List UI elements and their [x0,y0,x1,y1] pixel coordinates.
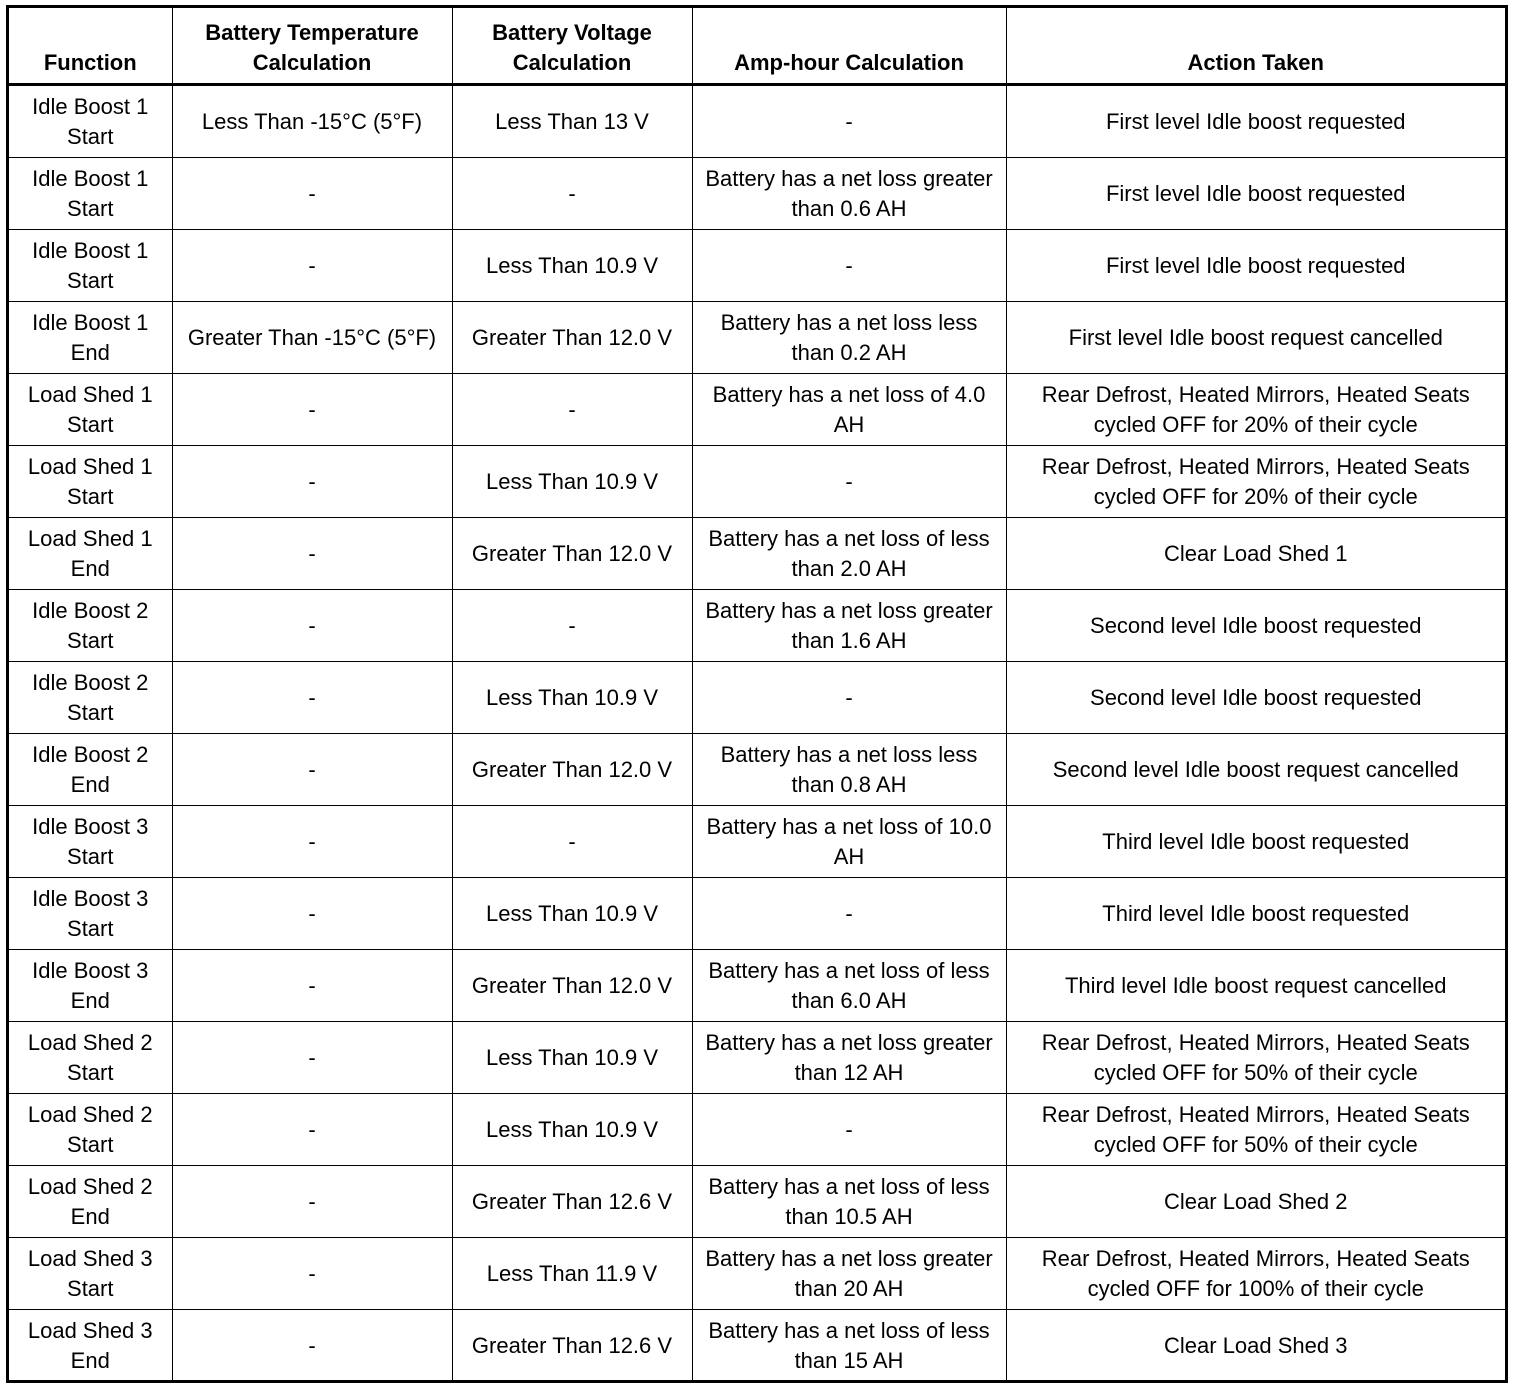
cell-battery-temperature: Less Than -15°C (5°F) [172,85,452,158]
cell-amp-hour: - [692,85,1006,158]
cell-battery-temperature: - [172,446,452,518]
cell-amp-hour: - [692,878,1006,950]
cell-battery-voltage: Greater Than 12.0 V [452,950,692,1022]
cell-function: Load Shed 3 End [9,1310,172,1382]
header-action-taken: Action Taken [1006,8,1505,85]
header-row [9,8,1505,85]
cell-action-taken: Third level Idle boost request cancelled [1006,950,1505,1022]
cell-function: Load Shed 3 Start [9,1238,172,1310]
cell-battery-temperature: - [172,1094,452,1166]
battery-management-table-container [6,5,1508,1383]
table-row [9,1166,1505,1238]
table-row [9,734,1505,806]
table-row [9,446,1505,518]
table-row [9,1310,1505,1382]
cell-amp-hour: Battery has a net loss greater than 12 AH [692,1022,1006,1094]
cell-battery-temperature: - [172,518,452,590]
cell-battery-voltage: - [452,158,692,230]
cell-battery-temperature: - [172,734,452,806]
cell-function: Idle Boost 3 End [9,950,172,1022]
cell-action-taken: First level Idle boost requested [1006,158,1505,230]
cell-battery-voltage: Greater Than 12.6 V [452,1166,692,1238]
cell-action-taken: Rear Defrost, Heated Mirrors, Heated Seats cycled OFF for 100% of their cycle [1006,1238,1505,1310]
table-row [9,1022,1505,1094]
table-row [9,158,1505,230]
cell-battery-voltage: - [452,590,692,662]
header-battery-temperature: Battery Temperature Calculation [172,8,452,85]
cell-function: Load Shed 1 Start [9,374,172,446]
table-row [9,662,1505,734]
cell-action-taken: Rear Defrost, Heated Mirrors, Heated Seats cycled OFF for 20% of their cycle [1006,446,1505,518]
cell-battery-temperature: - [172,374,452,446]
cell-function: Idle Boost 3 Start [9,806,172,878]
cell-battery-voltage: Greater Than 12.6 V [452,1310,692,1382]
cell-battery-voltage: Less Than 10.9 V [452,446,692,518]
cell-function: Idle Boost 1 Start [9,230,172,302]
cell-action-taken: Clear Load Shed 2 [1006,1166,1505,1238]
table-row [9,230,1505,302]
cell-function: Idle Boost 1 End [9,302,172,374]
header-battery-voltage: Battery Voltage Calculation [452,8,692,85]
cell-function: Load Shed 1 Start [9,446,172,518]
cell-battery-voltage: - [452,374,692,446]
cell-amp-hour: Battery has a net loss of 10.0 AH [692,806,1006,878]
cell-action-taken: First level Idle boost requested [1006,85,1505,158]
cell-battery-voltage: Less Than 10.9 V [452,1094,692,1166]
table-row [9,374,1505,446]
cell-battery-voltage: Greater Than 12.0 V [452,302,692,374]
cell-battery-voltage: Less Than 10.9 V [452,878,692,950]
table-body [9,85,1505,1382]
cell-amp-hour: Battery has a net loss greater than 20 AH [692,1238,1006,1310]
cell-function: Load Shed 2 Start [9,1022,172,1094]
cell-amp-hour: Battery has a net loss greater than 0.6 AH [692,158,1006,230]
cell-amp-hour: Battery has a net loss of less than 10.5 AH [692,1166,1006,1238]
cell-battery-temperature: - [172,1166,452,1238]
cell-battery-voltage: Less Than 10.9 V [452,1022,692,1094]
cell-amp-hour: Battery has a net loss of less than 6.0 AH [692,950,1006,1022]
cell-battery-temperature: - [172,806,452,878]
battery-management-table [9,8,1505,1381]
cell-amp-hour: Battery has a net loss less than 0.8 AH [692,734,1006,806]
cell-action-taken: Third level Idle boost requested [1006,806,1505,878]
cell-function: Load Shed 1 End [9,518,172,590]
cell-action-taken: Rear Defrost, Heated Mirrors, Heated Seats cycled OFF for 50% of their cycle [1006,1094,1505,1166]
cell-function: Idle Boost 2 Start [9,590,172,662]
table-row [9,518,1505,590]
cell-battery-temperature: - [172,590,452,662]
cell-action-taken: Third level Idle boost requested [1006,878,1505,950]
cell-action-taken: Second level Idle boost requested [1006,590,1505,662]
cell-function: Idle Boost 2 Start [9,662,172,734]
table-header [9,8,1505,85]
cell-action-taken: First level Idle boost requested [1006,230,1505,302]
cell-function: Idle Boost 2 End [9,734,172,806]
cell-amp-hour: Battery has a net loss of less than 2.0 AH [692,518,1006,590]
cell-battery-temperature: - [172,158,452,230]
cell-battery-temperature: Greater Than -15°C (5°F) [172,302,452,374]
table-row [9,878,1505,950]
cell-amp-hour: - [692,1094,1006,1166]
cell-amp-hour: Battery has a net loss greater than 1.6 AH [692,590,1006,662]
cell-amp-hour: - [692,230,1006,302]
cell-amp-hour: Battery has a net loss less than 0.2 AH [692,302,1006,374]
header-function: Function [9,8,172,85]
cell-battery-temperature: - [172,1022,452,1094]
cell-battery-voltage: Less Than 10.9 V [452,230,692,302]
cell-amp-hour: Battery has a net loss of less than 15 AH [692,1310,1006,1382]
table-row [9,302,1505,374]
cell-amp-hour: - [692,662,1006,734]
table-row [9,806,1505,878]
cell-battery-voltage: Greater Than 12.0 V [452,518,692,590]
cell-action-taken: Second level Idle boost requested [1006,662,1505,734]
header-amp-hour: Amp-hour Calculation [692,8,1006,85]
table-row [9,1238,1505,1310]
cell-battery-voltage: - [452,806,692,878]
cell-battery-temperature: - [172,1310,452,1382]
cell-battery-voltage: Less Than 13 V [452,85,692,158]
table-row [9,590,1505,662]
cell-battery-temperature: - [172,230,452,302]
cell-function: Load Shed 2 Start [9,1094,172,1166]
table-row [9,950,1505,1022]
cell-action-taken: Second level Idle boost request cancelled [1006,734,1505,806]
cell-function: Load Shed 2 End [9,1166,172,1238]
cell-action-taken: Clear Load Shed 3 [1006,1310,1505,1382]
cell-battery-temperature: - [172,878,452,950]
cell-battery-temperature: - [172,950,452,1022]
cell-battery-temperature: - [172,662,452,734]
cell-function: Idle Boost 3 Start [9,878,172,950]
cell-function: Idle Boost 1 Start [9,85,172,158]
cell-action-taken: Rear Defrost, Heated Mirrors, Heated Seats cycled OFF for 50% of their cycle [1006,1022,1505,1094]
cell-action-taken: First level Idle boost request cancelled [1006,302,1505,374]
cell-amp-hour: - [692,446,1006,518]
cell-action-taken: Clear Load Shed 1 [1006,518,1505,590]
cell-battery-voltage: Greater Than 12.0 V [452,734,692,806]
cell-battery-temperature: - [172,1238,452,1310]
cell-amp-hour: Battery has a net loss of 4.0 AH [692,374,1006,446]
table-row [9,85,1505,158]
cell-battery-voltage: Less Than 10.9 V [452,662,692,734]
cell-action-taken: Rear Defrost, Heated Mirrors, Heated Seats cycled OFF for 20% of their cycle [1006,374,1505,446]
table-row [9,1094,1505,1166]
cell-function: Idle Boost 1 Start [9,158,172,230]
cell-battery-voltage: Less Than 11.9 V [452,1238,692,1310]
